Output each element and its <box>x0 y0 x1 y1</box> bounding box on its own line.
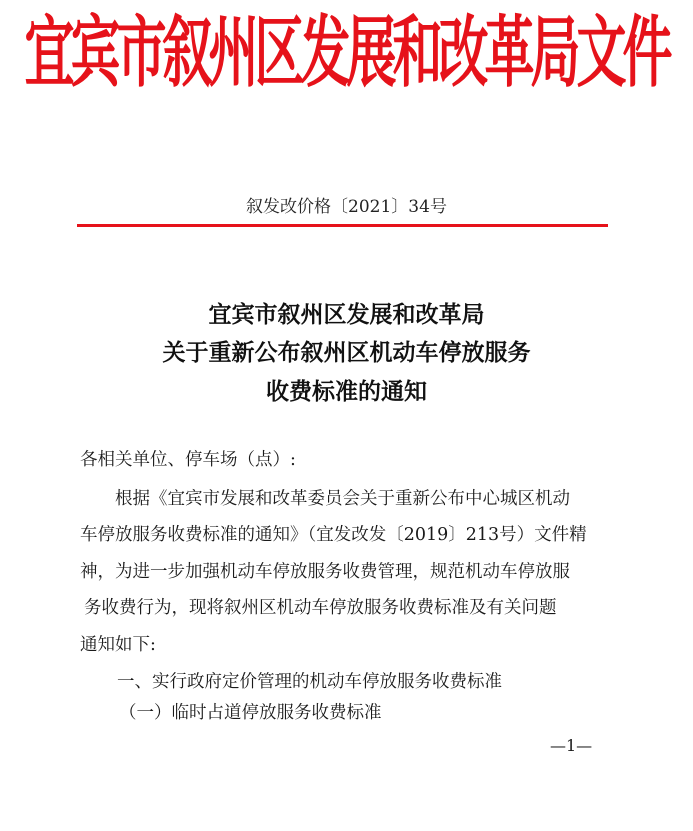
paragraph-line: 神，为进一步加强机动车停放服务收费管理，规范机动车停放服 <box>80 562 570 582</box>
document-number: 叙发改价格〔2021〕34号 <box>246 197 447 217</box>
red-header-title: 宜宾市叙州区发展和改革局文件 <box>24 6 669 98</box>
notice-title-line-1: 宜宾市叙州区发展和改革局 <box>208 301 485 328</box>
page-number: —1— <box>550 736 593 755</box>
section-heading: 一、实行政府定价管理的机动车停放服务收费标准 <box>117 672 502 692</box>
subsection-heading: （一）临时占道停放服务收费标准 <box>119 703 382 723</box>
salutation: 各相关单位、停车场（点）: <box>80 450 296 470</box>
paragraph-line: 根据《宜宾市发展和改革委员会关于重新公布中心城区机动 <box>115 489 570 509</box>
paragraph-line: 务收费行为，现将叙州区机动车停放服务收费标准及有关问题 <box>84 598 557 618</box>
notice-title-line-3: 收费标准的通知 <box>266 378 427 405</box>
red-divider-line <box>77 224 608 227</box>
paragraph-line: 车停放服务收费标准的通知》（宜发改发〔2019〕213号）文件精 <box>80 525 587 545</box>
notice-title-line-2: 关于重新公布叙州区机动车停放服务 <box>162 339 531 366</box>
paragraph-line: 通知如下: <box>80 635 156 655</box>
